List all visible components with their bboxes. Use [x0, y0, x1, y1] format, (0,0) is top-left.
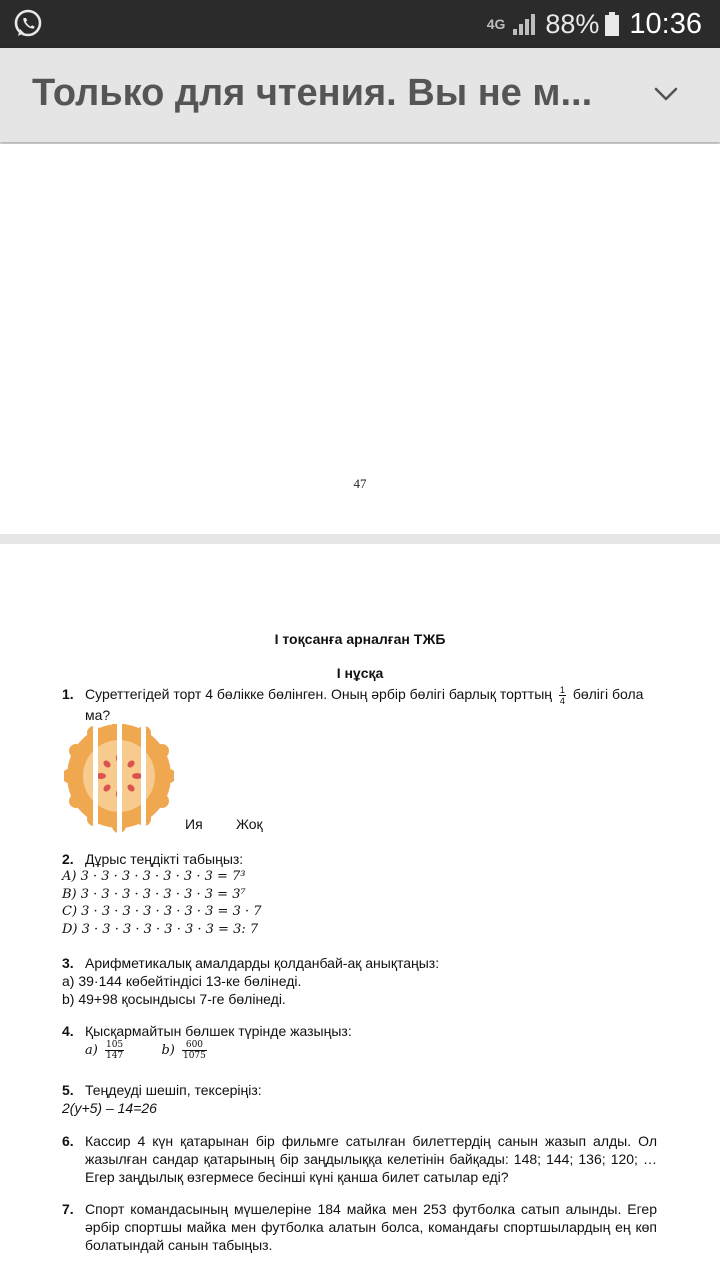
question-text: бөлігі бола ма?: [85, 686, 644, 723]
question-number: 1.: [62, 686, 74, 702]
question-text: Спорт командасының мүшелеріне 184 майка мен 253 футболка сатып алынды. Егер әрбір спортшы майка мен футболка алатын болса, командағы спортшылардың ең көп болатындай санын табыңыз.: [85, 1201, 657, 1253]
question-text: Арифметикалық амалдарды қолданбай-ақ анықтаңыз:: [85, 955, 440, 971]
document-page: [0, 544, 720, 1280]
question-number: 7.: [62, 1201, 74, 1217]
equation: 2(y+5) – 14=26: [62, 1100, 157, 1116]
question-1: [62, 685, 662, 724]
fraction-a: $\frac{105}{147}$: [105, 1040, 124, 1061]
document-header: [0, 48, 720, 142]
network-type-label: 4G: [486, 16, 506, 32]
question-3-item-b: b) 49+98 қосындысы 7-ге бөлінеді.: [62, 991, 286, 1007]
fraction-b: $\frac{600}{1075}$: [182, 1040, 206, 1061]
question-3: [62, 954, 662, 972]
page-number: 47: [353, 476, 367, 491]
document-heading: I тоқсанға арналған ТЖБ: [274, 631, 446, 647]
question-7: [62, 1200, 657, 1254]
question-text: Дұрыс теңдікті табыңыз:: [85, 851, 244, 867]
battery-percentage: 88%: [545, 8, 600, 39]
chevron-down-icon[interactable]: [652, 84, 680, 104]
option-a: A) 3 · 3 · 3 · 3 · 3 · 3 · 3 = 7³: [62, 869, 246, 884]
fraction-label-a: a): [85, 1043, 98, 1058]
question-number: 4.: [62, 1023, 74, 1039]
question-3-item-a: a) 39·144 көбейтіндісі 13-ке бөлінеді.: [62, 973, 302, 989]
question-number: 5.: [62, 1082, 74, 1098]
signal-icon: [511, 13, 535, 35]
status-bar: [0, 0, 720, 48]
option-c: C) 3 · 3 · 3 · 3 · 3 · 3 · 3 = 3 · 7: [62, 904, 262, 919]
question-4-fractions: [85, 1040, 685, 1061]
question-text: Теңдеуді шешіп, тексеріңіз:: [85, 1082, 262, 1098]
question-4: [62, 1022, 662, 1040]
question-5: [62, 1081, 662, 1099]
cake-illustration: [64, 724, 174, 834]
whatsapp-icon: [12, 8, 44, 40]
option-d: D) 3 · 3 · 3 · 3 · 3 · 3 · 3 = 3: 7: [62, 921, 259, 937]
read-only-banner-title: Только для чтения. Вы не м...: [32, 72, 593, 114]
question-6: [62, 1132, 657, 1186]
fraction-label-b: b): [161, 1043, 175, 1058]
answer-option-no: Жоқ: [236, 816, 263, 832]
question-text: Кассир 4 күн қатарынан бір фильмге сатылған билеттердің санын жазып алды. Ол жазылған сандар қатарының бір заңдылыққа келетінін байқады: 148; 144; 136; 120; … Егер заңдылық өзгермесе бесінші күні қанша билет сатылар еді?: [85, 1133, 657, 1185]
battery-icon: [605, 12, 619, 36]
fraction: $\frac{1}{4}$: [559, 685, 565, 706]
clock: 10:36: [629, 7, 702, 40]
question-number: 2.: [62, 851, 74, 867]
question-text: Суреттегідей торт 4 бөлікке бөлінген. Оның әрбір бөлігі барлық торттың: [85, 686, 553, 703]
option-b: B) 3 · 3 · 3 · 3 · 3 · 3 · 3 = 3⁷: [62, 886, 246, 902]
question-2: [62, 850, 662, 868]
variant-heading: I нұсқа: [336, 665, 384, 681]
question-text: Қысқармайтын бөлшек түрінде жазыңыз:: [85, 1023, 352, 1039]
option-list: [62, 868, 662, 938]
document-page: [0, 144, 720, 534]
question-number: 3.: [62, 955, 74, 971]
answer-option-yes: Ия: [185, 816, 203, 832]
question-number: 6.: [62, 1133, 74, 1149]
